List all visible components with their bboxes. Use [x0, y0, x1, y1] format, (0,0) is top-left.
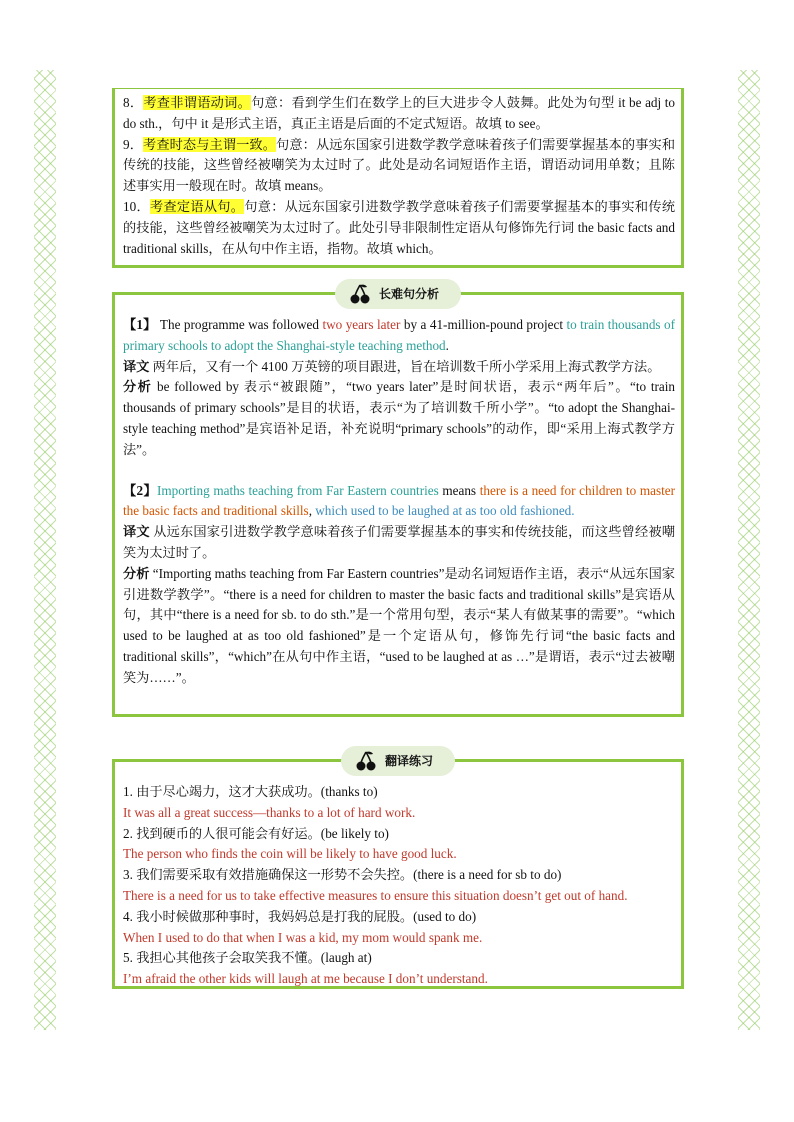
question-9: 9．考查时态与主谓一致。句意：从远东国家引进数学教学意味着孩子们需要掌握基本的事实和传统的技能，这些曾经被嘲笑为太过时了。此处是动名词短语作主语，谓语动词用单数；且陈述事实用一般现在时。故填 means。 — [123, 136, 676, 194]
practice-answer: The person who finds the coin will be likely to have good luck. — [123, 846, 457, 862]
practice-answer: I’m afraid the other kids will laugh at me because I don’t understand. — [123, 971, 488, 987]
cherry-icon — [349, 283, 371, 305]
section-badge-analysis — [335, 279, 461, 309]
practice-question: 3. 我们需要采取有效措施确保这一形势不会失控。(there is a need for sb to do) — [123, 867, 562, 883]
question-10: 10．考查定语从句。句意：从远东国家引进数学教学意味着孩子们需要掌握基本的事实和传统的技能，这些曾经被嘲笑为太过时了。此处引导非限制性定语从句修饰先行词 the basic facts and traditional skills，在从句中作主语，指物。故填 which。 — [123, 198, 676, 256]
q9-tag: 考查时态与主谓一致。 — [143, 136, 277, 152]
practice-question: 2. 找到硬币的人很可能会有好运。(be likely to) — [123, 825, 389, 841]
sentence-2: 【2】Importing maths teaching from Far Eastern countries means there is a need for children to master the basic facts and traditional skills, which used to be laughed at as too old fashioned. — [123, 482, 675, 519]
badge-label: 长难句分析 — [378, 286, 440, 301]
left-decorative-border — [34, 70, 56, 1030]
section-badge-translation — [341, 746, 455, 776]
practice-question: 4. 我小时候做那种事时，我妈妈总是打我的屁股。(used to do) — [123, 908, 477, 924]
sentence-2-translation: 译文 从远东国家引进数学教学意味着孩子们需要掌握基本的事实和传统技能，而这些曾经被嘲笑为太过时了。 — [123, 524, 676, 560]
practice-answer: There is a need for us to take effective measures to ensure this situation doesn’t get out of hand. — [123, 887, 628, 903]
right-decorative-border — [738, 70, 760, 1030]
question-8: 8．考查非谓语动词。句意：看到学生们在数学上的巨大进步令人鼓舞。此处为句型 it be adj to do sth.，句中 it 是形式主语，真正主语是后面的不定式短语。故填 to see。 — [123, 95, 676, 131]
practice-answer: When I used to do that when I was a kid, my mom would spank me. — [123, 929, 483, 945]
q10-tag: 考查定语从句。 — [149, 198, 245, 214]
sentence-1: 【1】 The programme was followed two years later by a 41-million-pound project to train thousands of primary schools to adopt the Shanghai-style teaching method. — [123, 317, 676, 353]
badge-label: 翻译练习 — [384, 753, 434, 768]
translation-practice-box — [112, 753, 684, 989]
practice-question: 5. 我担心其他孩子会取笑我不懂。(laugh at) — [123, 950, 372, 966]
sentence-1-analysis: 分析 be followed by 表示“被跟随”，“two years later”是时间状语，表示“两年后”。“to train thousands of primary schools”是目的状语，表示“为了培训数千所小学”。“to adopt the Shanghai-style teaching method”是宾语补足语，补充说明“primary schools”的动作，即“采用上海式教学方法”。 — [123, 379, 675, 457]
sentence-1-translation: 译文 两年后，又有一个 4100 万英镑的项目跟进，旨在培训数千所小学采用上海式教学方法。 — [123, 358, 661, 374]
practice-question: 1. 由于尽心竭力，这才大获成功。(thanks to) — [123, 784, 378, 799]
answer-explanations-box — [112, 88, 684, 268]
q8-tag: 考查非谓语动词。 — [143, 95, 252, 110]
cherry-icon — [355, 750, 377, 772]
sentence-analysis-box — [112, 286, 684, 717]
practice-answer: It was all a great success—thanks to a lot of hard work. — [123, 804, 416, 820]
sentence-2-analysis: 分析 “Importing maths teaching from Far Eastern countries”是动名词短语作主语，表示“从远东国家引进数学教学”。“there is a need for children to master the basic facts and traditional skills”是宾语从句，其中“there is a need for sb. to do sth.”是一个常用句型，表示“某人有做某事的需要”。“which used to be laughed at as too old fashioned”是一个定语从句，修饰先行词“the basic facts and traditional skills”，“which”在从句中作主语，“used to be laughed at as …”是谓语，表示“过去被嘲笑为……”。 — [123, 565, 675, 685]
